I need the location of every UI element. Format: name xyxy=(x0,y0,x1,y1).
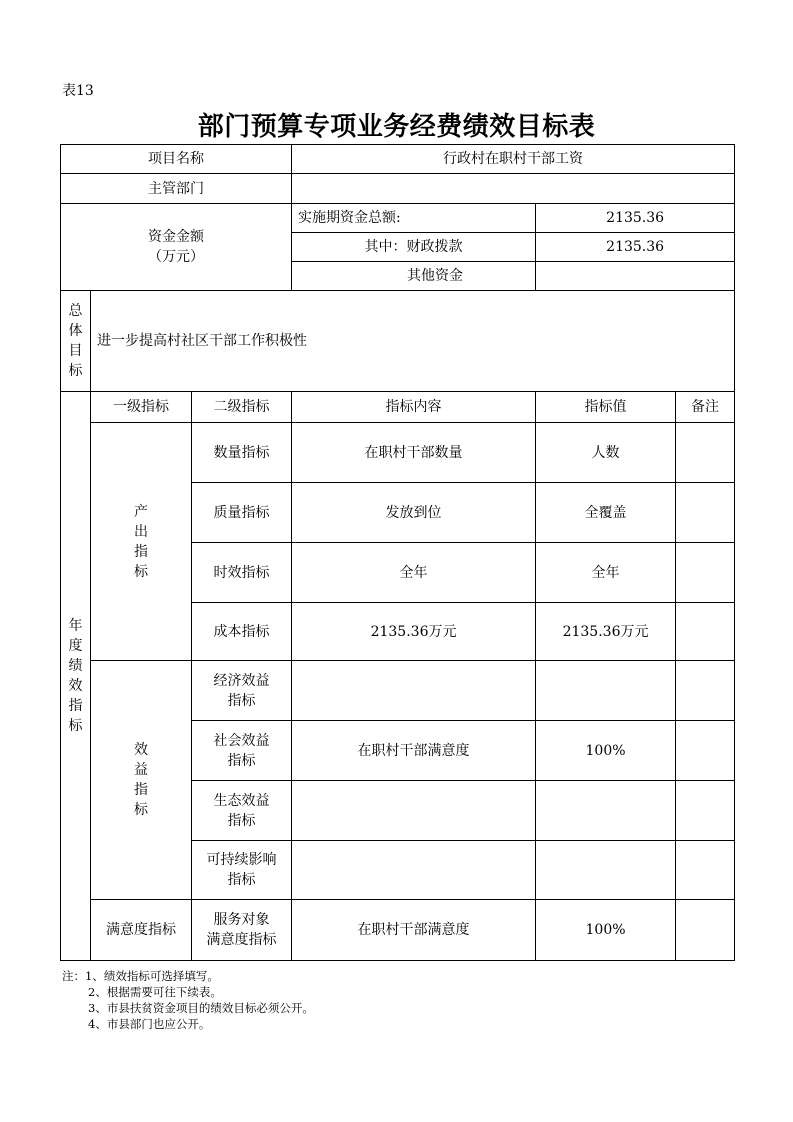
remark-cell xyxy=(676,900,735,961)
remark-cell xyxy=(676,841,735,900)
remark-cell xyxy=(676,781,735,841)
level2-cell: 时效指标 xyxy=(192,543,292,603)
annual-indicator-label: 年度绩效指标 xyxy=(61,392,91,961)
department-value xyxy=(292,174,735,204)
content-cell: 全年 xyxy=(292,543,536,603)
overall-goal-text: 进一步提高村社区干部工作积极性 xyxy=(91,291,735,392)
fund-finance-label: 其中：财政拨款 xyxy=(292,233,536,262)
project-name-row xyxy=(61,145,735,174)
performance-target-table xyxy=(60,144,735,961)
project-name-label: 项目名称 xyxy=(61,145,292,174)
remark-cell xyxy=(676,661,735,721)
level2-cell: 可持续影响 指标 xyxy=(192,841,292,900)
remark-cell xyxy=(676,483,735,543)
value-cell xyxy=(536,781,676,841)
fund-amount-label-line2: （万元） xyxy=(148,249,205,265)
footnotes xyxy=(62,968,314,1032)
fund-amount-label xyxy=(61,204,292,291)
value-cell: 人数 xyxy=(536,423,676,483)
value-cell xyxy=(536,841,676,900)
value-cell: 2135.36万元 xyxy=(536,603,676,661)
table-row xyxy=(61,423,735,483)
value-cell xyxy=(536,661,676,721)
header-content: 指标内容 xyxy=(292,392,536,423)
content-cell xyxy=(292,661,536,721)
value-cell: 100% xyxy=(536,721,676,781)
overall-goal-row xyxy=(61,291,735,392)
level2-cell: 数量指标 xyxy=(192,423,292,483)
value-cell: 全年 xyxy=(536,543,676,603)
fund-total-value: 2135.36 xyxy=(536,204,735,233)
project-name-value: 行政村在职村干部工资 xyxy=(292,145,735,174)
fund-other-label: 其他资金 xyxy=(292,262,536,291)
level2-cell: 质量指标 xyxy=(192,483,292,543)
department-label: 主管部门 xyxy=(61,174,292,204)
remark-cell xyxy=(676,543,735,603)
header-level1: 一级指标 xyxy=(91,392,192,423)
content-cell: 在职村干部数量 xyxy=(292,423,536,483)
benefit-indicator-label: 效益指标 xyxy=(91,661,192,900)
department-row xyxy=(61,174,735,204)
header-value: 指标值 xyxy=(536,392,676,423)
level2-cell: 成本指标 xyxy=(192,603,292,661)
remark-cell xyxy=(676,423,735,483)
content-cell xyxy=(292,781,536,841)
value-cell: 全覆盖 xyxy=(536,483,676,543)
fund-finance-value: 2135.36 xyxy=(536,233,735,262)
level2-cell: 社会效益 指标 xyxy=(192,721,292,781)
fund-other-value xyxy=(536,262,735,291)
output-indicator-label: 产出指标 xyxy=(91,423,192,661)
content-cell: 在职村干部满意度 xyxy=(292,721,536,781)
remark-cell xyxy=(676,603,735,661)
table-row xyxy=(61,900,735,961)
level2-cell: 服务对象 满意度指标 xyxy=(192,900,292,961)
fund-amount-label-line1: 资金金额 xyxy=(148,229,205,245)
value-cell: 100% xyxy=(536,900,676,961)
table-row xyxy=(61,661,735,721)
satisfaction-indicator-label: 满意度指标 xyxy=(91,900,192,961)
content-cell: 在职村干部满意度 xyxy=(292,900,536,961)
level2-cell: 经济效益 指标 xyxy=(192,661,292,721)
level2-cell: 生态效益 指标 xyxy=(192,781,292,841)
content-cell xyxy=(292,841,536,900)
footnote-4: 4、市县部门也应公开。 xyxy=(88,1017,211,1031)
indicator-header-row xyxy=(61,392,735,423)
header-level2: 二级指标 xyxy=(192,392,292,423)
table-number: 表13 xyxy=(62,83,94,99)
content-cell: 发放到位 xyxy=(292,483,536,543)
header-remark: 备注 xyxy=(676,392,735,423)
footnote-1: 注：1、绩效指标可选择填写。 xyxy=(62,969,219,983)
overall-goal-label: 总体目标 xyxy=(61,291,91,392)
remark-cell xyxy=(676,721,735,781)
page-title: 部门预算专项业务经费绩效目标表 xyxy=(197,112,596,142)
footnote-3: 3、市县扶贫资金项目的绩效目标必须公开。 xyxy=(88,1001,314,1015)
fund-total-label: 实施期资金总额: xyxy=(292,204,536,233)
content-cell: 2135.36万元 xyxy=(292,603,536,661)
footnote-2: 2、根据需要可往下续表。 xyxy=(88,985,222,999)
fund-total-row xyxy=(61,204,735,233)
